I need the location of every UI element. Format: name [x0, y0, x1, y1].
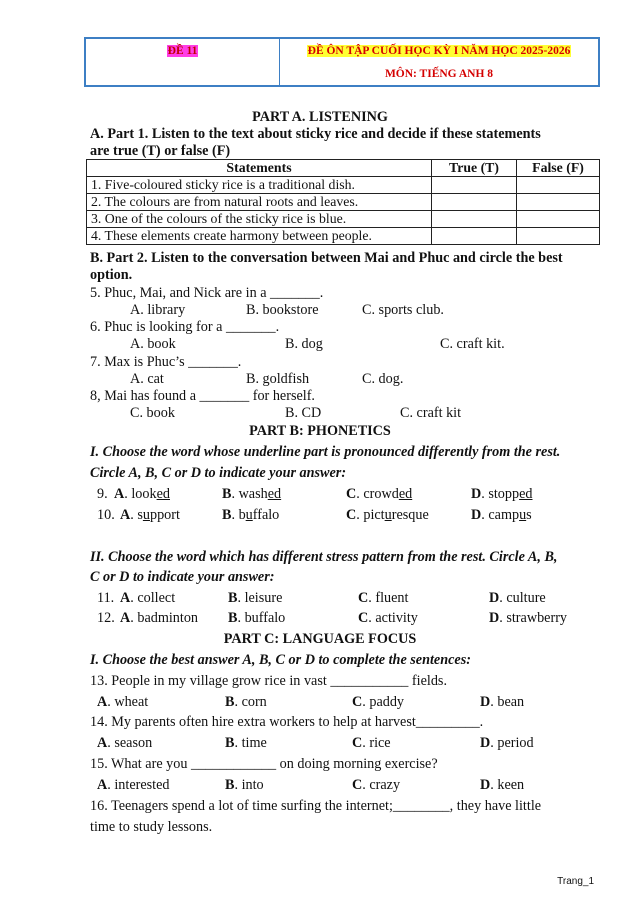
- option-letter: C: [346, 486, 357, 502]
- part2-instruction-line2: option.: [90, 267, 133, 283]
- q14-option-d[interactable]: D. period: [480, 735, 534, 751]
- q13-option-c[interactable]: C. paddy: [352, 694, 405, 710]
- statement-cell: 4. These elements create harmony between people.: [87, 228, 432, 245]
- question-6: 6. Phuc is looking for a _______.: [90, 319, 280, 335]
- q13-option-d[interactable]: D. bean: [480, 694, 525, 710]
- statement-cell: 2. The colours are from natural roots and leaves.: [87, 194, 432, 211]
- true-answer-cell[interactable]: [432, 177, 517, 194]
- q10-option-b[interactable]: B. buffalo: [222, 507, 280, 523]
- q6-option-a[interactable]: A. book: [130, 336, 176, 352]
- q15-option-d[interactable]: D. keen: [480, 777, 525, 793]
- q14-option-a[interactable]: A. season: [97, 735, 153, 751]
- table-header-row: [87, 160, 600, 177]
- option-letter: B: [222, 486, 232, 502]
- col-statements: Statements: [87, 160, 432, 177]
- q12-option-c[interactable]: C. activity: [358, 610, 418, 626]
- option-letter: D: [489, 590, 500, 606]
- table-row: [87, 228, 600, 245]
- option-letter: D: [471, 507, 482, 523]
- q11-option-b[interactable]: B. leisure: [228, 590, 283, 606]
- false-answer-cell[interactable]: [517, 177, 600, 194]
- part1-instruction-line2: are true (T) or false (F): [90, 143, 231, 159]
- word-part: crowd: [363, 486, 399, 502]
- q15-option-c[interactable]: C. crazy: [352, 777, 401, 793]
- false-answer-cell[interactable]: [517, 211, 600, 228]
- option-word: badminton: [137, 610, 199, 626]
- part-c-title: PART C: LANGUAGE FOCUS: [223, 631, 417, 647]
- question-14: 14. My parents often hire extra workers to help at harvest_________.: [90, 714, 484, 730]
- option-letter: A: [114, 486, 125, 502]
- statement-cell: 3. One of the colours of the sticky rice is blue.: [87, 211, 432, 228]
- option-word: rice: [369, 735, 391, 751]
- q10-option-c[interactable]: C. picturesque: [346, 507, 429, 523]
- q11-option-c[interactable]: C. fluent: [358, 590, 409, 606]
- option-letter: D: [480, 735, 491, 751]
- q8-option-a[interactable]: C. book: [130, 405, 175, 421]
- option-word: strawberry: [506, 610, 568, 626]
- q12-option-d[interactable]: D. strawberry: [489, 610, 568, 626]
- word-part: ffalo: [252, 507, 280, 523]
- option-letter: B: [225, 777, 235, 793]
- part-a-title: PART A. LISTENING: [252, 109, 388, 125]
- q7-option-a[interactable]: A. cat: [130, 371, 164, 387]
- exam-title-cell: [280, 39, 598, 85]
- option-letter: C: [352, 694, 363, 710]
- option-letter: A: [97, 735, 108, 751]
- word-part: resque: [391, 507, 429, 523]
- page-number: Trang_1: [557, 876, 594, 887]
- statements-table: [86, 159, 600, 245]
- q9-option-a[interactable]: A. looked: [114, 486, 170, 502]
- option-letter: C: [352, 777, 363, 793]
- phonetics-sec2-line1: II. Choose the word which has different stress pattern from the rest. Circle A, B,: [90, 549, 558, 565]
- option-letter: A: [97, 694, 108, 710]
- q6-option-c[interactable]: C. craft kit.: [440, 336, 505, 352]
- phonetics-sec1-line2: Circle A, B, C or D to indicate your answer:: [90, 465, 347, 481]
- statement-cell: 1. Five-coloured sticky rice is a traditional dish.: [87, 177, 432, 194]
- option-word: culture: [506, 590, 546, 606]
- q9-option-d[interactable]: D. stopped: [471, 486, 533, 502]
- option-letter: A: [97, 777, 108, 793]
- table-row: [87, 194, 600, 211]
- q7-option-b[interactable]: B. goldfish: [246, 371, 310, 387]
- true-answer-cell[interactable]: [432, 228, 517, 245]
- question-8: 8, Mai has found a _______ for herself.: [90, 388, 315, 404]
- option-letter: B: [228, 610, 238, 626]
- option-letter: D: [480, 777, 491, 793]
- language-sec1-instruction: I. Choose the best answer A, B, C or D to complete the sentences:: [90, 652, 471, 668]
- q14-option-c[interactable]: C. rice: [352, 735, 391, 751]
- word-part: b: [238, 507, 246, 523]
- option-word: fluent: [375, 590, 409, 606]
- option-word: corn: [241, 694, 267, 710]
- option-letter: B: [228, 590, 238, 606]
- q10-option-a[interactable]: A. support: [120, 507, 180, 523]
- q15-option-a[interactable]: A. interested: [97, 777, 170, 793]
- false-answer-cell[interactable]: [517, 194, 600, 211]
- question-16-line2: time to study lessons.: [90, 819, 213, 835]
- option-word: into: [241, 777, 264, 793]
- q13-option-b[interactable]: B. corn: [225, 694, 267, 710]
- option-word: period: [497, 735, 534, 751]
- q5-option-c[interactable]: C. sports club.: [362, 302, 444, 318]
- q13-option-a[interactable]: A. wheat: [97, 694, 149, 710]
- q9-option-b[interactable]: B. washed: [222, 486, 282, 502]
- option-letter: C: [346, 507, 357, 523]
- option-word: season: [114, 735, 153, 751]
- word-part: look: [131, 486, 157, 502]
- word-part: camp: [488, 507, 520, 523]
- underlined-part: ed: [519, 486, 533, 502]
- word-part: wash: [238, 486, 268, 502]
- option-letter: B: [222, 507, 232, 523]
- q10-number: 10.: [97, 507, 115, 523]
- underlined-part: ed: [398, 486, 413, 502]
- option-word: keen: [497, 777, 525, 793]
- phonetics-sec2-line2: C or D to indicate your answer:: [90, 569, 275, 585]
- option-word: bean: [497, 694, 525, 710]
- q6-option-b[interactable]: B. dog: [285, 336, 323, 352]
- q11-number: 11.: [97, 590, 115, 606]
- question-13: 13. People in my village grow rice in vast ___________ fields.: [90, 673, 447, 689]
- option-word: activity: [375, 610, 418, 626]
- option-word: leisure: [244, 590, 283, 606]
- exam-title: ĐỀ ÔN TẬP CUỐI HỌC KỲ I NĂM HỌC 2025-2026: [307, 45, 571, 57]
- q5-option-a[interactable]: A. library: [130, 302, 186, 318]
- option-letter: C: [352, 735, 363, 751]
- part1-instruction-line1: A. Part 1. Listen to the text about sticky rice and decide if these statements: [90, 126, 541, 142]
- underlined-part: ed: [267, 486, 282, 502]
- part-b-title: PART B: PHONETICS: [249, 423, 391, 439]
- option-letter: B: [225, 735, 235, 751]
- question-16-line1: 16. Teenagers spend a lot of time surfing the internet;________, they have little: [90, 798, 542, 814]
- option-letter: B: [225, 694, 235, 710]
- q9-option-c[interactable]: C. crowded: [346, 486, 413, 502]
- exam-subject: MÔN: TIẾNG ANH 8: [384, 68, 494, 80]
- option-letter: A: [120, 610, 131, 626]
- exam-code: ĐỀ 11: [167, 45, 198, 57]
- word-part: s: [526, 507, 532, 523]
- q7-option-c[interactable]: C. dog.: [362, 371, 404, 387]
- option-letter: A: [120, 590, 131, 606]
- option-word: wheat: [114, 694, 149, 710]
- question-5: 5. Phuc, Mai, and Nick are in a _______.: [90, 285, 324, 301]
- option-word: collect: [137, 590, 176, 606]
- underlined-part: u: [519, 507, 527, 523]
- q14-option-b[interactable]: B. time: [225, 735, 267, 751]
- q11-option-d[interactable]: D. culture: [489, 590, 546, 606]
- option-letter: C: [358, 610, 369, 626]
- option-word: crazy: [369, 777, 401, 793]
- q12-option-b[interactable]: B. buffalo: [228, 610, 286, 626]
- q12-number: 12.: [97, 610, 115, 626]
- word-part: s: [137, 507, 143, 523]
- q11-option-a[interactable]: A. collect: [120, 590, 176, 606]
- underlined-part: u: [245, 507, 253, 523]
- option-letter: C: [358, 590, 369, 606]
- col-true: True (T): [432, 160, 517, 177]
- word-part: pport: [149, 507, 180, 523]
- exam-header: [84, 37, 600, 87]
- q8-option-c[interactable]: C. craft kit: [400, 405, 462, 421]
- option-letter: D: [480, 694, 491, 710]
- table-row: [87, 211, 600, 228]
- q10-option-d[interactable]: D. campus: [471, 507, 532, 523]
- question-15: 15. What are you ____________ on doing morning exercise?: [90, 756, 438, 772]
- false-answer-cell[interactable]: [517, 228, 600, 245]
- q15-option-b[interactable]: B. into: [225, 777, 264, 793]
- col-false: False (F): [517, 160, 600, 177]
- q5-option-b[interactable]: B. bookstore: [246, 302, 319, 318]
- option-letter: A: [120, 507, 131, 523]
- q9-number: 9.: [97, 486, 108, 502]
- word-part: pict: [363, 507, 385, 523]
- underlined-part: u: [384, 507, 392, 523]
- q12-option-a[interactable]: A. badminton: [120, 610, 199, 626]
- true-answer-cell[interactable]: [432, 211, 517, 228]
- option-word: interested: [114, 777, 170, 793]
- option-word: buffalo: [244, 610, 286, 626]
- option-letter: D: [489, 610, 500, 626]
- word-part: stopp: [488, 486, 520, 502]
- option-letter: D: [471, 486, 482, 502]
- exam-code-cell: [86, 39, 280, 85]
- q8-option-b[interactable]: B. CD: [285, 405, 322, 421]
- underlined-part: ed: [156, 486, 170, 502]
- option-word: time: [241, 735, 267, 751]
- true-answer-cell[interactable]: [432, 194, 517, 211]
- question-7: 7. Max is Phuc’s _______.: [90, 354, 242, 370]
- phonetics-sec1-line1: I. Choose the word whose underline part is pronounced differently from the rest.: [90, 444, 561, 460]
- table-row: [87, 177, 600, 194]
- part2-instruction-line1: B. Part 2. Listen to the conversation between Mai and Phuc and circle the best: [90, 250, 563, 266]
- underlined-part: u: [142, 507, 150, 523]
- option-word: paddy: [369, 694, 405, 710]
